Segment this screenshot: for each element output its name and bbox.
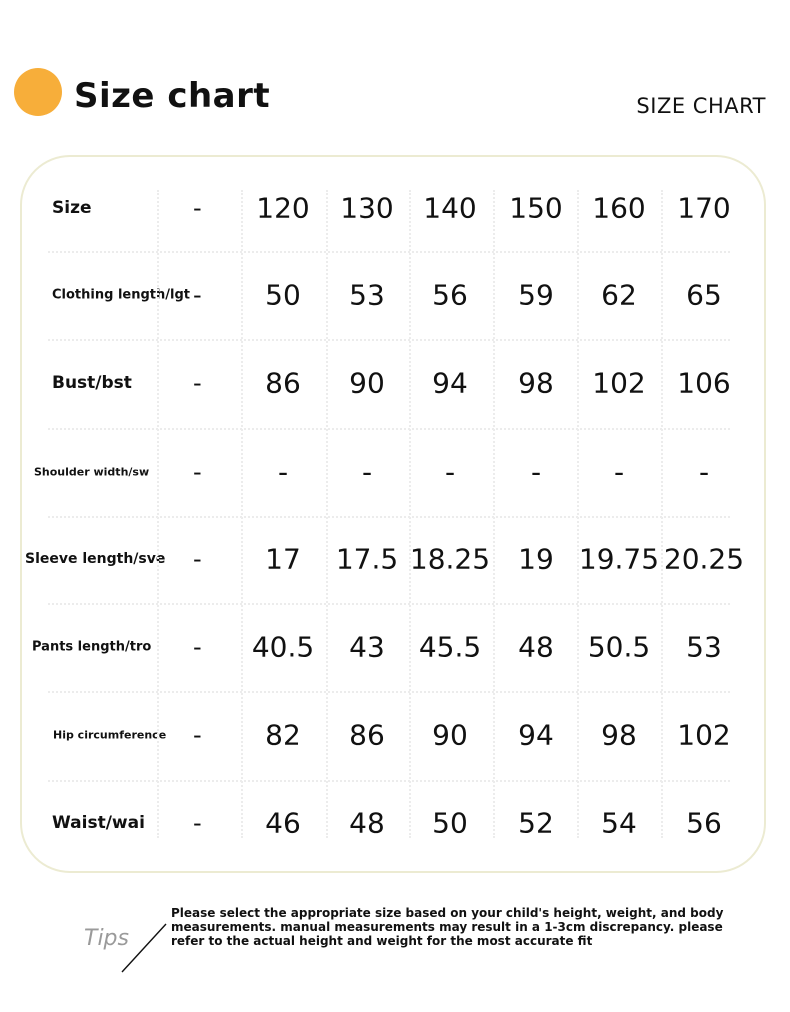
- table-cell: 106: [677, 366, 731, 400]
- table-cell: 98: [601, 718, 637, 752]
- table-cell: 102: [592, 366, 646, 400]
- row-dash: -: [193, 633, 202, 661]
- size-table-card: [20, 155, 766, 873]
- tips-slash-icon: [118, 920, 170, 976]
- table-cell: 56: [432, 278, 468, 312]
- table-cell: 102: [677, 718, 731, 752]
- table-cell: 45.5: [418, 630, 482, 664]
- row-divider: [48, 339, 730, 341]
- table-cell: 53: [686, 630, 722, 664]
- table-cell: 170: [677, 191, 731, 225]
- table-cell: -: [613, 455, 625, 489]
- table-cell: 140: [423, 191, 477, 225]
- table-cell: 18.25: [409, 542, 491, 576]
- table-cell: 90: [349, 366, 385, 400]
- row-dash: -: [193, 194, 202, 222]
- table-cell: 62: [601, 278, 637, 312]
- table-cell: 17.5: [335, 542, 399, 576]
- row-divider: [48, 780, 730, 782]
- row-label: Sleeve length/sve: [25, 551, 166, 567]
- row-label: Shoulder width/sw: [34, 465, 150, 479]
- row-divider: [48, 428, 730, 430]
- table-cell: 98: [518, 366, 554, 400]
- page-title: Size chart: [74, 76, 271, 116]
- row-divider: [48, 691, 730, 693]
- table-cell: 50: [265, 278, 301, 312]
- table-cell: 17: [265, 542, 301, 576]
- row-label: Pants length/tro: [32, 639, 152, 655]
- tips-label: Tips: [84, 926, 129, 951]
- table-cell: 82: [265, 718, 301, 752]
- table-cell: 19.75: [578, 542, 660, 576]
- column-divider: [157, 190, 159, 838]
- row-label: Waist/wai: [52, 813, 145, 833]
- table-cell: 52: [518, 806, 554, 840]
- row-divider: [48, 603, 730, 605]
- column-divider: [661, 190, 663, 838]
- tips-text: Please select the appropriate size based on your child's height, weight, and body measurements. manual measurements may result in a 1-3cm discrepancy. please refer to the actual height and weight for the most accurate fit: [171, 906, 724, 948]
- column-divider: [241, 190, 243, 838]
- table-cell: -: [444, 455, 456, 489]
- table-cell: 86: [349, 718, 385, 752]
- table-cell: 65: [686, 278, 722, 312]
- table-cell: 150: [509, 191, 563, 225]
- table-cell: 94: [518, 718, 554, 752]
- row-dash: -: [193, 369, 202, 397]
- table-cell: 90: [432, 718, 468, 752]
- table-cell: 56: [686, 806, 722, 840]
- table-cell: 48: [518, 630, 554, 664]
- table-cell: -: [277, 455, 289, 489]
- column-divider: [577, 190, 579, 838]
- table-cell: -: [698, 455, 710, 489]
- table-cell: 59: [518, 278, 554, 312]
- row-label: Size: [52, 198, 92, 218]
- row-dash: -: [193, 545, 202, 573]
- column-divider: [326, 190, 328, 838]
- table-cell: 46: [265, 806, 301, 840]
- table-cell: 54: [601, 806, 637, 840]
- table-cell: -: [530, 455, 542, 489]
- table-cell: 48: [349, 806, 385, 840]
- table-cell: 120: [256, 191, 310, 225]
- page-subtitle: SIZE CHART: [636, 94, 766, 118]
- table-cell: 19: [518, 542, 554, 576]
- table-cell: 20.25: [663, 542, 745, 576]
- row-dash: -: [193, 458, 202, 486]
- row-divider: [48, 516, 730, 518]
- table-cell: 40.5: [251, 630, 315, 664]
- row-label: Bust/bst: [52, 373, 132, 393]
- column-divider: [409, 190, 411, 838]
- table-cell: 94: [432, 366, 468, 400]
- row-dash: -: [193, 721, 202, 749]
- table-cell: 43: [349, 630, 385, 664]
- column-divider: [493, 190, 495, 838]
- row-label: Hip circumference: [53, 728, 167, 742]
- table-cell: 130: [340, 191, 394, 225]
- row-divider: [48, 251, 730, 253]
- table-cell: 50: [432, 806, 468, 840]
- table-cell: 50.5: [587, 630, 651, 664]
- row-dash: -: [193, 809, 202, 837]
- table-cell: 160: [592, 191, 646, 225]
- table-cell: 86: [265, 366, 301, 400]
- table-cell: -: [361, 455, 373, 489]
- row-label: Clothing length/lgt: [52, 287, 190, 303]
- row-dash: -: [193, 281, 202, 309]
- table-cell: 53: [349, 278, 385, 312]
